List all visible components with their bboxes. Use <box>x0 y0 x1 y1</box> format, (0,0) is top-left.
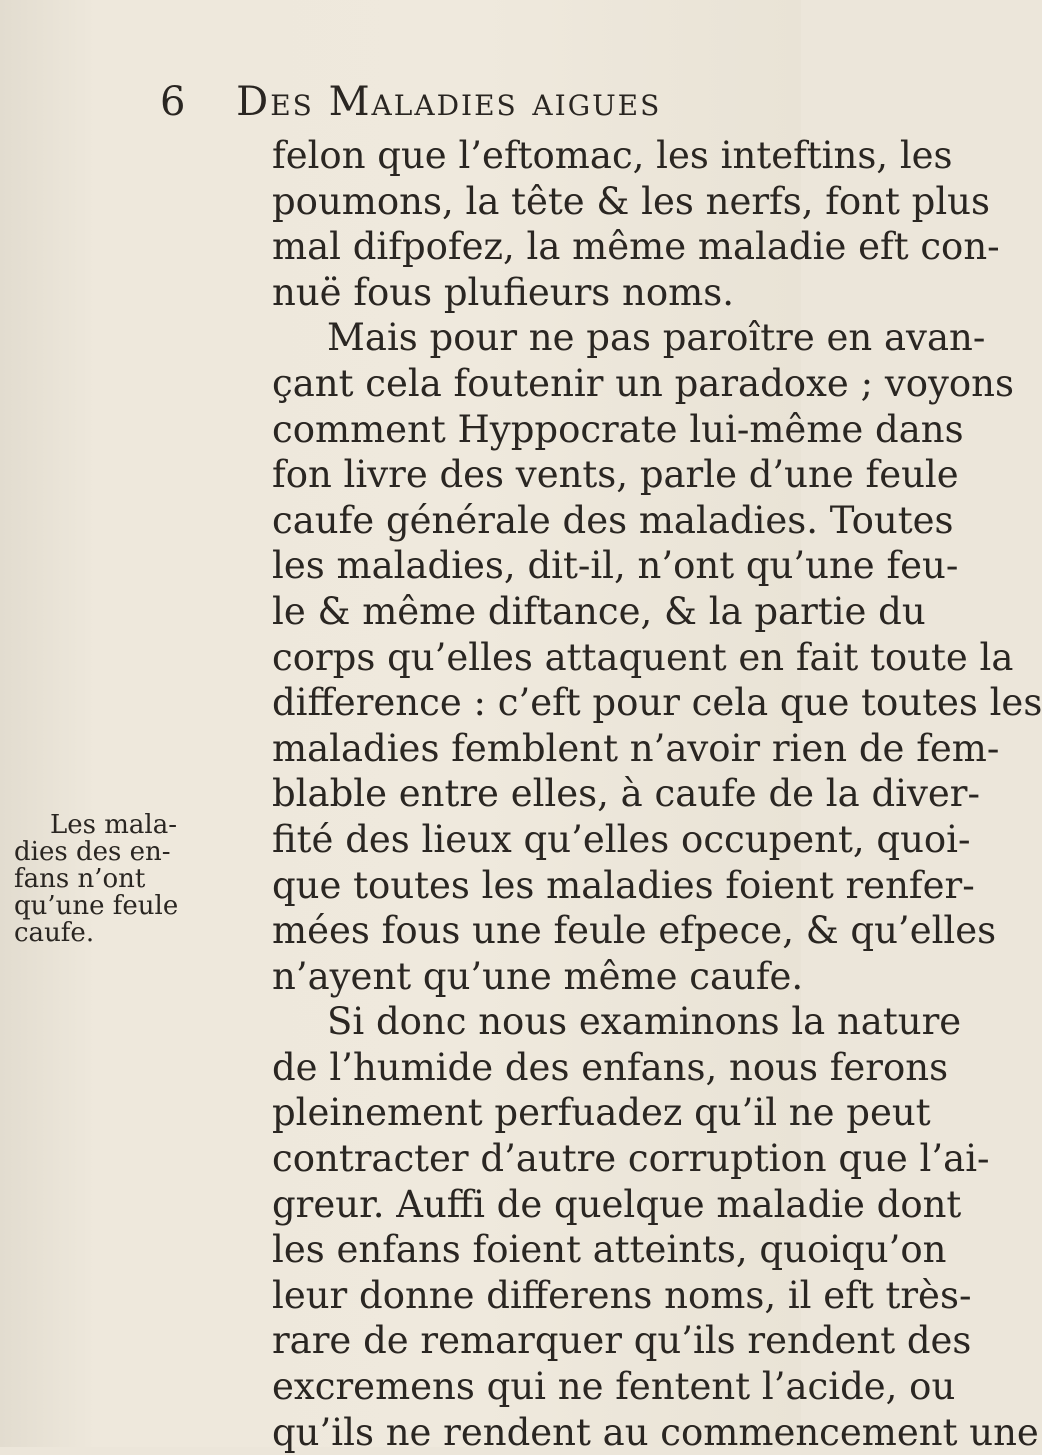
marginal-note <box>14 812 266 947</box>
text-line: qu’ils ne rendent au commencement une <box>272 1410 1039 1454</box>
text-line: fon livre des vents, parle d’une feule <box>272 453 959 497</box>
text-line: poumons, la tête & les nerfs, font plus <box>272 179 990 223</box>
text-line: pleinement perfuadez qu’il ne peut <box>272 1091 931 1135</box>
text-line: le & même diftance, & la partie du <box>272 589 926 633</box>
text-line: contracter d’autre corruption que l’ai- <box>272 1137 990 1181</box>
text-line: excremens qui ne fentent l’acide, ou <box>272 1365 956 1409</box>
text-line: de l’humide des enfans, nous ferons <box>272 1045 949 1089</box>
marginal-note-line: qu’une feule <box>14 891 179 921</box>
text-line: rare de remarquer qu’ils rendent des <box>272 1319 972 1363</box>
text-line: corps qu’elles attaquent en fait toute la <box>272 635 1014 679</box>
marginal-note-line: dies des en- <box>14 837 171 867</box>
text-line: les maladies, dit-il, n’ont qu’une feu- <box>272 544 959 588</box>
text-line: nuë fous plufieurs noms. <box>272 270 734 314</box>
marginal-note-line: fans n’ont <box>14 864 146 894</box>
text-line: maladies femblent n’avoir rien de fem- <box>272 726 1000 770</box>
running-title: Des Maladies aigues <box>236 79 662 125</box>
text-line: les enfans foient atteints, quoiqu’on <box>272 1228 947 1272</box>
main-text-block <box>272 133 1042 1455</box>
text-line: n’ayent qu’une même caufe. <box>272 954 804 998</box>
text-line: caufe générale des maladies. Toutes <box>272 498 954 542</box>
text-line: fité des lieux qu’elles occupent, quoi- <box>272 817 971 861</box>
page-number: 6 <box>160 79 187 125</box>
text-line: difference : c’eft pour cela que toutes les <box>272 681 1042 725</box>
marginal-note-line: caufe. <box>14 918 95 948</box>
text-line: leur donne differens noms, il eft très- <box>272 1273 972 1317</box>
text-line: Si donc nous examinons la nature <box>327 1000 962 1044</box>
text-line: greur. Auffi de quelque maladie dont <box>272 1182 962 1226</box>
page-header <box>160 72 661 132</box>
text-line: mal difpofez, la même maladie eft con- <box>272 225 1000 269</box>
text-line: mées fous une feule efpece, & qu’elles <box>272 909 997 953</box>
text-line: blable entre elles, à caufe de la diver- <box>272 772 980 816</box>
text-line: çant cela foutenir un paradoxe ; voyons <box>272 361 1014 405</box>
text-line: Mais pour ne pas paroître en avan- <box>327 316 986 360</box>
text-line: felon que l’eftomac, les inteftins, les <box>272 134 953 177</box>
text-line: comment Hyppocrate lui-même dans <box>272 407 964 451</box>
text-line: que toutes les maladies foient renfer- <box>272 863 975 907</box>
marginal-note-line: Les mala- <box>50 810 178 840</box>
